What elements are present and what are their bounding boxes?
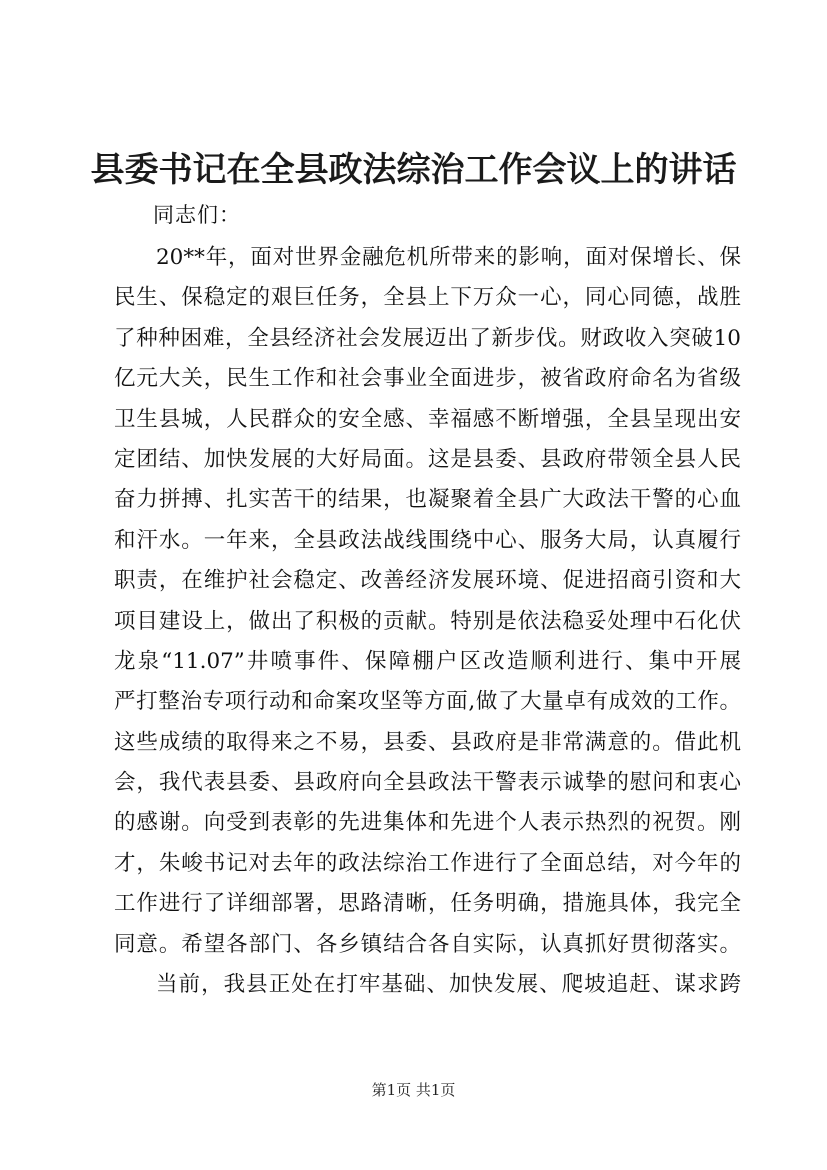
body-line: 才，朱峻书记对去年的政法综治工作进行了全面总结，对今年的 [114,850,741,876]
page-footer: 第1页 共1页 [371,1081,456,1099]
body-line: 当前，我县正处在打牢基础、加快发展、爬坡追赶、谋求跨 [156,972,741,998]
body-line: 卫生县城，人民群众的安全感、幸福感不断增强，全县呈现出安 [114,406,741,432]
body-line: 项目建设上，做出了积极的贡献。特别是依法稳妥处理中石化伏 [114,608,741,634]
body-line: 了种种困难，全县经济社会发展迈出了新步伐。财政收入突破10 [114,325,741,351]
body-line: 奋力拼搏、扎实苦干的结果，也凝聚着全县广大政法干警的心血 [114,487,741,513]
body-line: 严打整治专项行动和命案攻坚等方面,做了大量卓有成效的工作。 [114,689,741,715]
body-line: 职责，在维护社会稳定、改善经济发展环境、促进招商引资和大 [114,568,741,594]
body-line: 民生、保稳定的艰巨任务，全县上下万众一心，同心同德，战胜 [114,285,741,311]
body-text [114,238,741,1005]
body-line: 会，我代表县委、县政府向全县政法干警表示诚挚的慰问和衷心 [114,770,741,796]
body-line: 这些成绩的取得来之不易，县委、县政府是非常满意的。借此机 [114,729,741,755]
body-line: 同意。希望各部门、各乡镇结合各自实际，认真抓好贯彻落实。 [114,931,741,957]
body-line: 定团结、加快发展的大好局面。这是县委、县政府带领全县人民 [114,446,741,472]
body-line: 20**年，面对世界金融危机所带来的影响，面对保增长、保 [156,245,741,270]
body-line: 工作进行了详细部署，思路清晰，任务明确，措施具体，我完全 [114,891,741,917]
body-line: 和汗水。一年来，全县政法战线围绕中心、服务大局，认真履行 [114,527,741,553]
document-title: 县委书记在全县政法综治工作会议上的讲话 [90,150,737,190]
body-line: 龙泉“11.07”井喷事件、保障棚户区改造顺利进行、集中开展 [114,648,741,674]
body-line: 的感谢。向受到表彰的先进集体和先进个人表示热烈的祝贺。刚 [114,810,741,836]
salutation: 同志们： [153,203,241,227]
body-line: 亿元大关，民生工作和社会事业全面进步，被省政府命名为省级 [114,366,741,392]
